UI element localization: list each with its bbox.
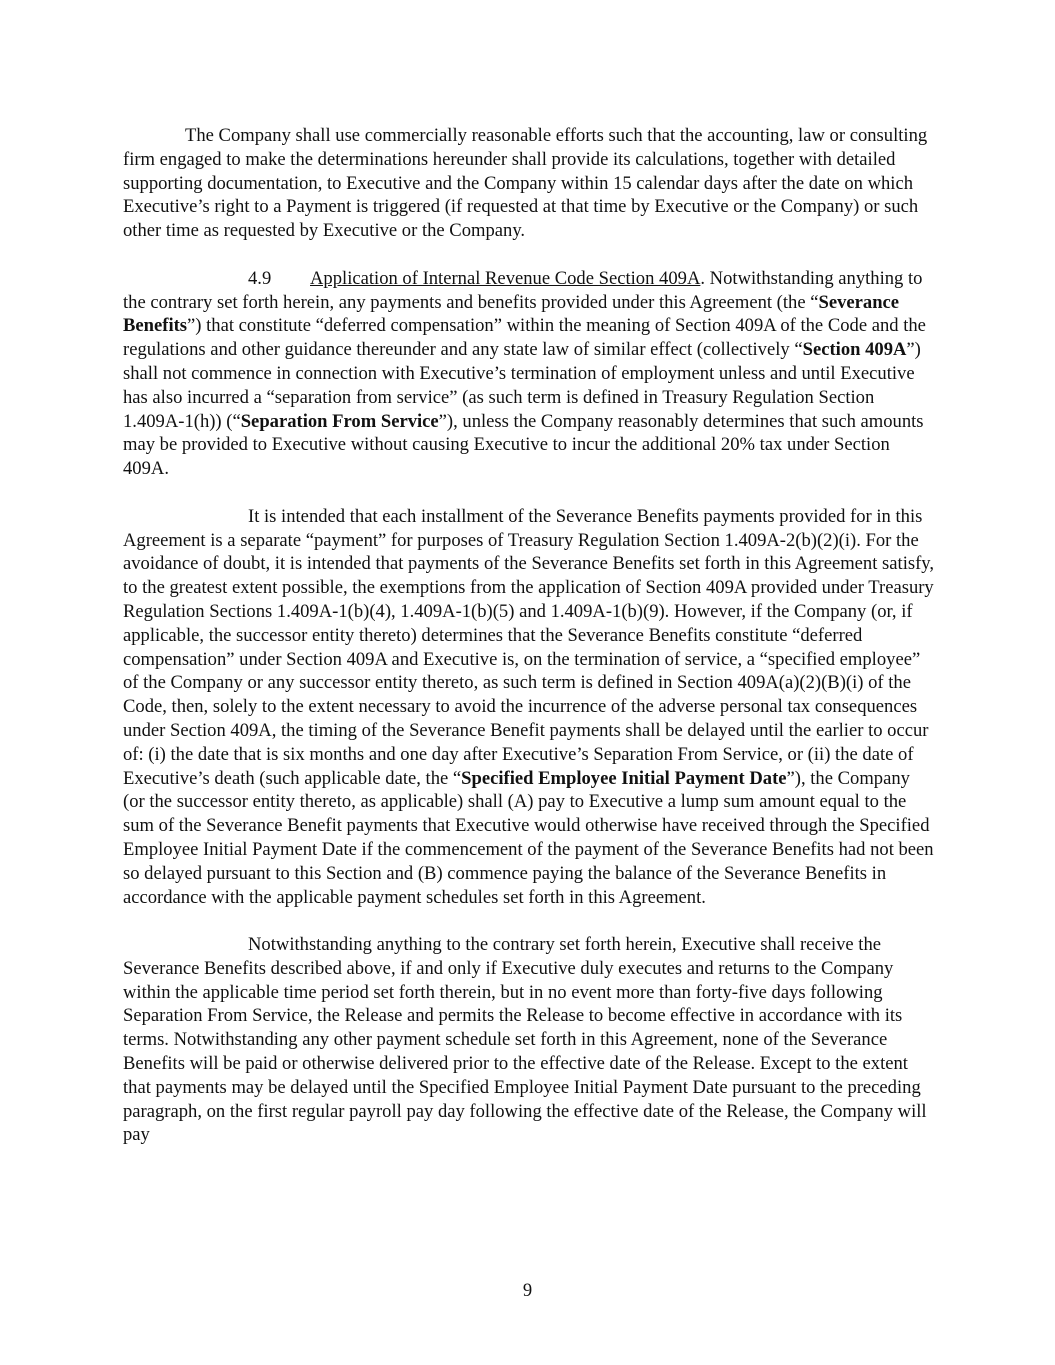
defined-term: Specified Employee Initial Payment Date bbox=[461, 767, 787, 789]
page-number: 9 bbox=[522, 1280, 533, 1301]
section-title: Application of Internal Revenue Code Section 409A bbox=[310, 267, 701, 289]
paragraph-release bbox=[123, 933, 935, 1147]
defined-term: Section 409A bbox=[802, 339, 907, 361]
section-text: Notwithstanding anything to the contrary set forth herein, any payments and benefits provided under this Agreement (the “ bbox=[123, 267, 923, 313]
section-text: ”) that constitute “deferred compensation” within the meaning of Section 409A of the Code and the regulations and other guidance thereunder and any state law of similar effect (collectively “ bbox=[123, 315, 926, 361]
defined-term: Separation From Service bbox=[240, 410, 439, 432]
defined-term: Severance Benefits bbox=[123, 291, 900, 337]
document-page bbox=[123, 124, 935, 1171]
section-text: ”) shall not commence in connection with Executive’s termination of employment unless and until Executive has also incurred a “separation from service” (as such term is defined in Treasury Regulation Section 1.409A-1(h)) (“ bbox=[123, 339, 921, 432]
paragraph-text: Notwithstanding anything to the contrary set forth herein, Executive shall receive the Severance Benefits described above, if and only if Executive duly executes and returns to the Company within the applicable time period set forth therein, but in no event more than forty-five days following Separation From Service, the Release and permits the Release to become effective in accordance with its terms. Notwithstanding any other payment schedule set forth in this Agreement, none of the Severance Benefits will be paid or otherwise delivered prior to the effective date of the Release. Except to the extent that payments may be delayed until the Specified Employee Initial Payment Date pursuant to the preceding paragraph, on the first regular payroll pay day following the effective date of the Release, the Company will pay bbox=[123, 934, 927, 1146]
section-title-period: . bbox=[700, 267, 706, 289]
paragraph-firm-calculations bbox=[123, 124, 935, 243]
paragraph-text: The Company shall use commercially reasonable efforts such that the accounting, law or consulting firm engaged to make the determinations hereunder shall provide its calculations, together with detailed supporting documentation, to Executive and the Company within 15 calendar days after the date on which Executive’s right to a Payment is triggered (if requested at that time by Executive or the Company) or such other time as requested by Executive or the Company. bbox=[123, 125, 928, 242]
paragraph-text: It is intended that each installment of the Severance Benefits payments provided for in this Agreement is a separate “payment” for purposes of Treasury Regulation Section 1.409A-2(b)(2)(i). For the avoidance of doubt, it is intended that payments of the Severance Benefits set forth in this Agreement satisfy, to the greatest extent possible, the exemptions from the application of Section 409A provided under Treasury Regulation Sections 1.409A-1(b)(4), 1.409A-1(b)(5) and 1.409A-1(b)(9). However, if the Company (or, if applicable, the successor entity thereto) determines that the Severance Benefits constitute “deferred compensation” under Section 409A and Executive is, on the termination of service, a “specified employee” of the Company or any successor entity thereto, as such term is defined in Section 409A(a)(2)(B)(i) of the Code, then, solely to the extent necessary to avoid the incurrence of the adverse personal tax consequences under Section 409A, the timing of the Severance Benefit payments shall be delayed until the earlier to occur of: (i) the date that is six months and one day after Executive’s Separation From Service, or (ii) the date of Executive’s death (such applicable date, the “ bbox=[123, 505, 935, 789]
section-4-9-paragraph bbox=[123, 267, 935, 481]
section-text: ”), unless the Company reasonably determines that such amounts may be provided to Executive without causing Executive to incur the additional 20% tax under Section 409A. bbox=[123, 410, 924, 480]
paragraph-text: ”), the Company (or the successor entity thereto, as applicable) shall (A) pay to Executive a lump sum amount equal to the sum of the Severance Benefit payments that Executive would otherwise have received through the Specified Employee Initial Payment Date if the commencement of the payment of the Severance Benefits had not been so delayed pursuant to this Section and (B) commence paying the balance of the Severance Benefits in accordance with the applicable payment schedules set forth in this Agreement. bbox=[123, 767, 934, 908]
section-number: 4.9 bbox=[248, 267, 272, 289]
paragraph-installments bbox=[123, 505, 935, 910]
